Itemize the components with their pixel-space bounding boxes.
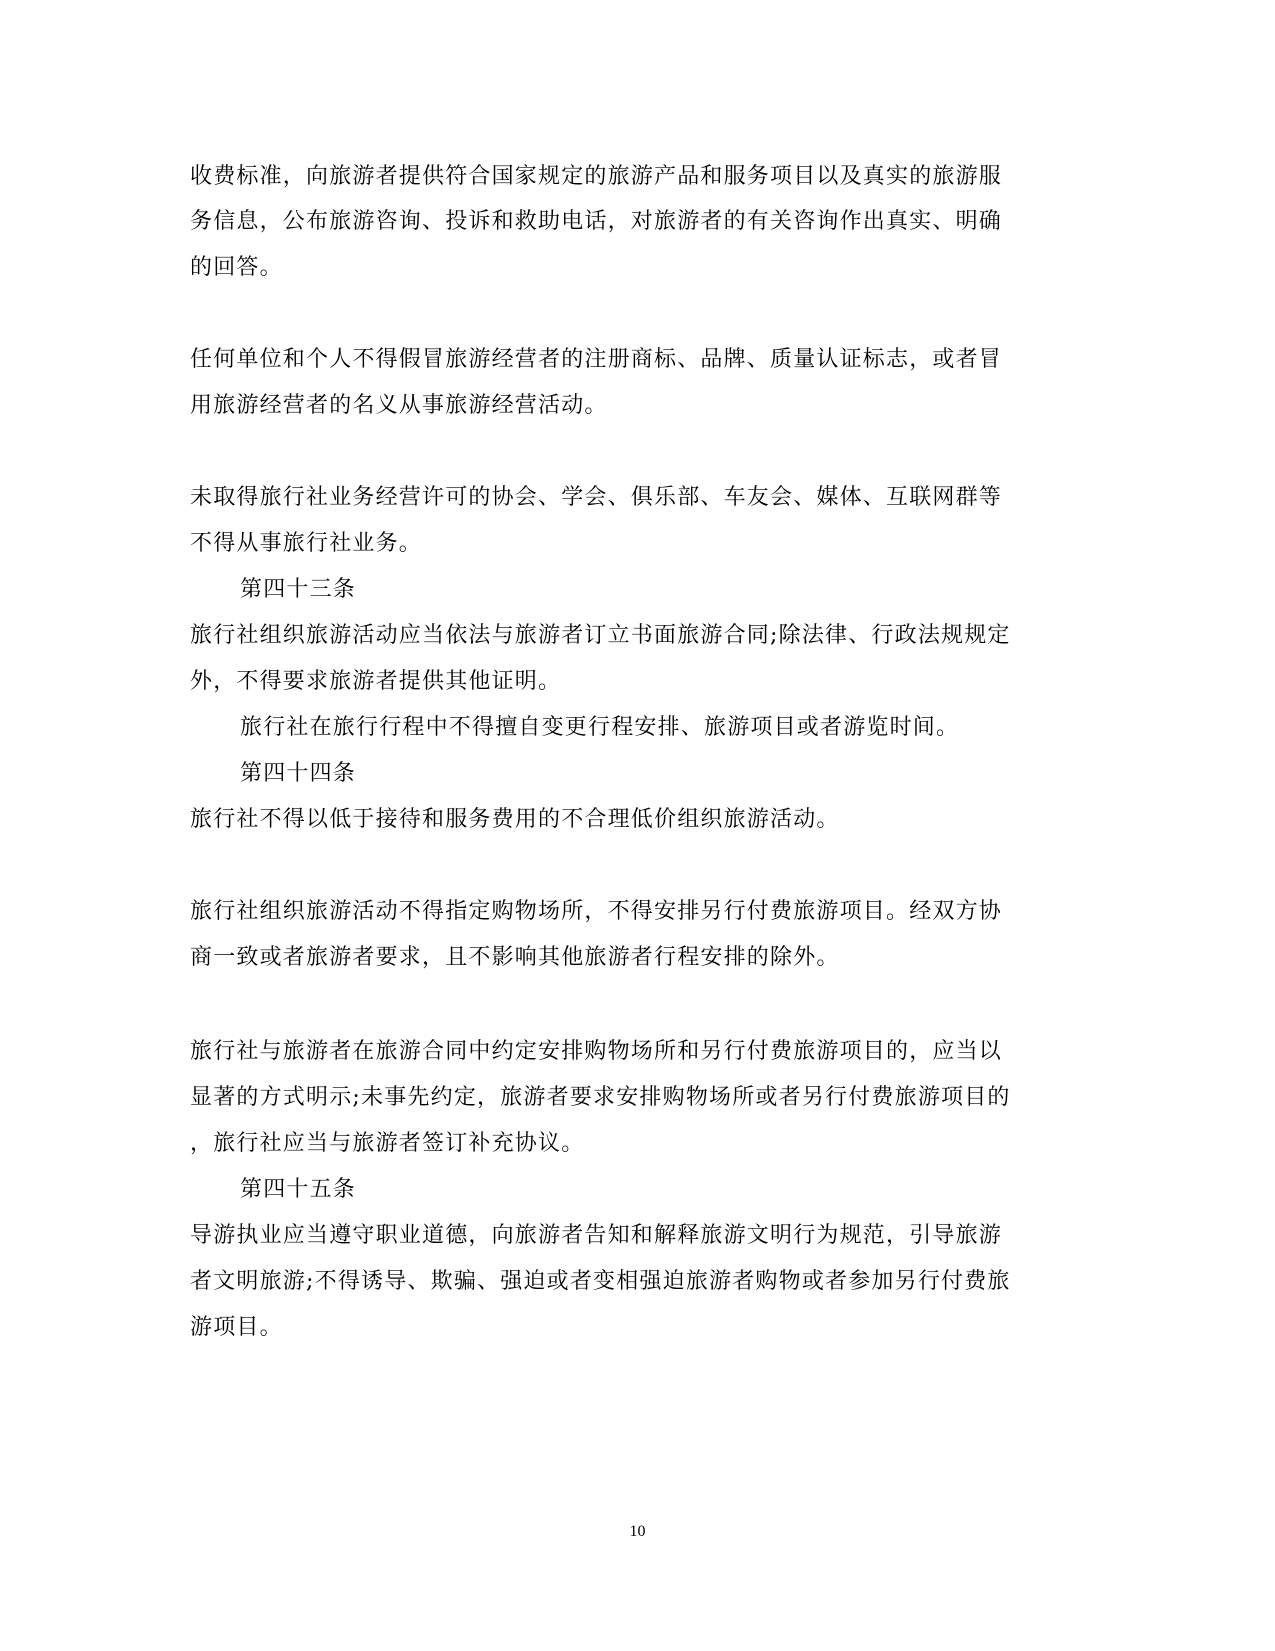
text-line: 游项目。 (190, 1315, 283, 1340)
text-line: 务信息，公布旅游咨询、投诉和救助电话，对旅游者的有关咨询作出真实、明确 (190, 209, 1003, 234)
article-heading: 第四十五条 (240, 1177, 357, 1202)
text-line: 旅行社与旅游者在旅游合同中约定安排购物场所和另行付费旅游项目的，应当以 (190, 1039, 1003, 1064)
text-line: 显著的方式明示;未事先约定，旅游者要求安排购物场所或者另行付费旅游项目的 (190, 1085, 1011, 1110)
text-line: ，旅行社应当与旅游者签订补充协议。 (190, 1131, 585, 1156)
text-line: 旅行社在旅行行程中不得擅自变更行程安排、旅游项目或者游览时间。 (240, 715, 960, 740)
text-line: 不得从事旅行社业务。 (190, 531, 423, 556)
text-line: 的回答。 (190, 255, 283, 280)
text-line: 收费标准，向旅游者提供符合国家规定的旅游产品和服务项目以及真实的旅游服 (190, 164, 1003, 189)
article-heading: 第四十四条 (240, 761, 357, 786)
text-line: 者文明旅游;不得诱导、欺骗、强迫或者变相强迫旅游者购物或者参加另行付费旅 (190, 1269, 1011, 1294)
page-number: 10 (629, 1523, 646, 1540)
text-line: 导游执业应当遵守职业道德，向旅游者告知和解释旅游文明行为规范，引导旅游 (190, 1223, 1003, 1248)
text-line: 任何单位和个人不得假冒旅游经营者的注册商标、品牌、质量认证标志，或者冒 (190, 347, 1003, 372)
text-line: 旅行社组织旅游活动不得指定购物场所，不得安排另行付费旅游项目。经双方协 (190, 899, 1003, 924)
text-line: 商一致或者旅游者要求，且不影响其他旅游者行程安排的除外。 (190, 945, 840, 970)
text-line: 旅行社组织旅游活动应当依法与旅游者订立书面旅游合同;除法律、行政法规规定 (190, 623, 1011, 648)
text-line: 用旅游经营者的名义从事旅游经营活动。 (190, 393, 608, 418)
text-line: 未取得旅行社业务经营许可的协会、学会、俱乐部、车友会、媒体、互联网群等 (190, 485, 1003, 510)
text-line: 旅行社不得以低于接待和服务费用的不合理低价组织旅游活动。 (190, 807, 840, 832)
text-line: 外，不得要求旅游者提供其他证明。 (190, 669, 562, 694)
article-heading: 第四十三条 (240, 577, 357, 602)
